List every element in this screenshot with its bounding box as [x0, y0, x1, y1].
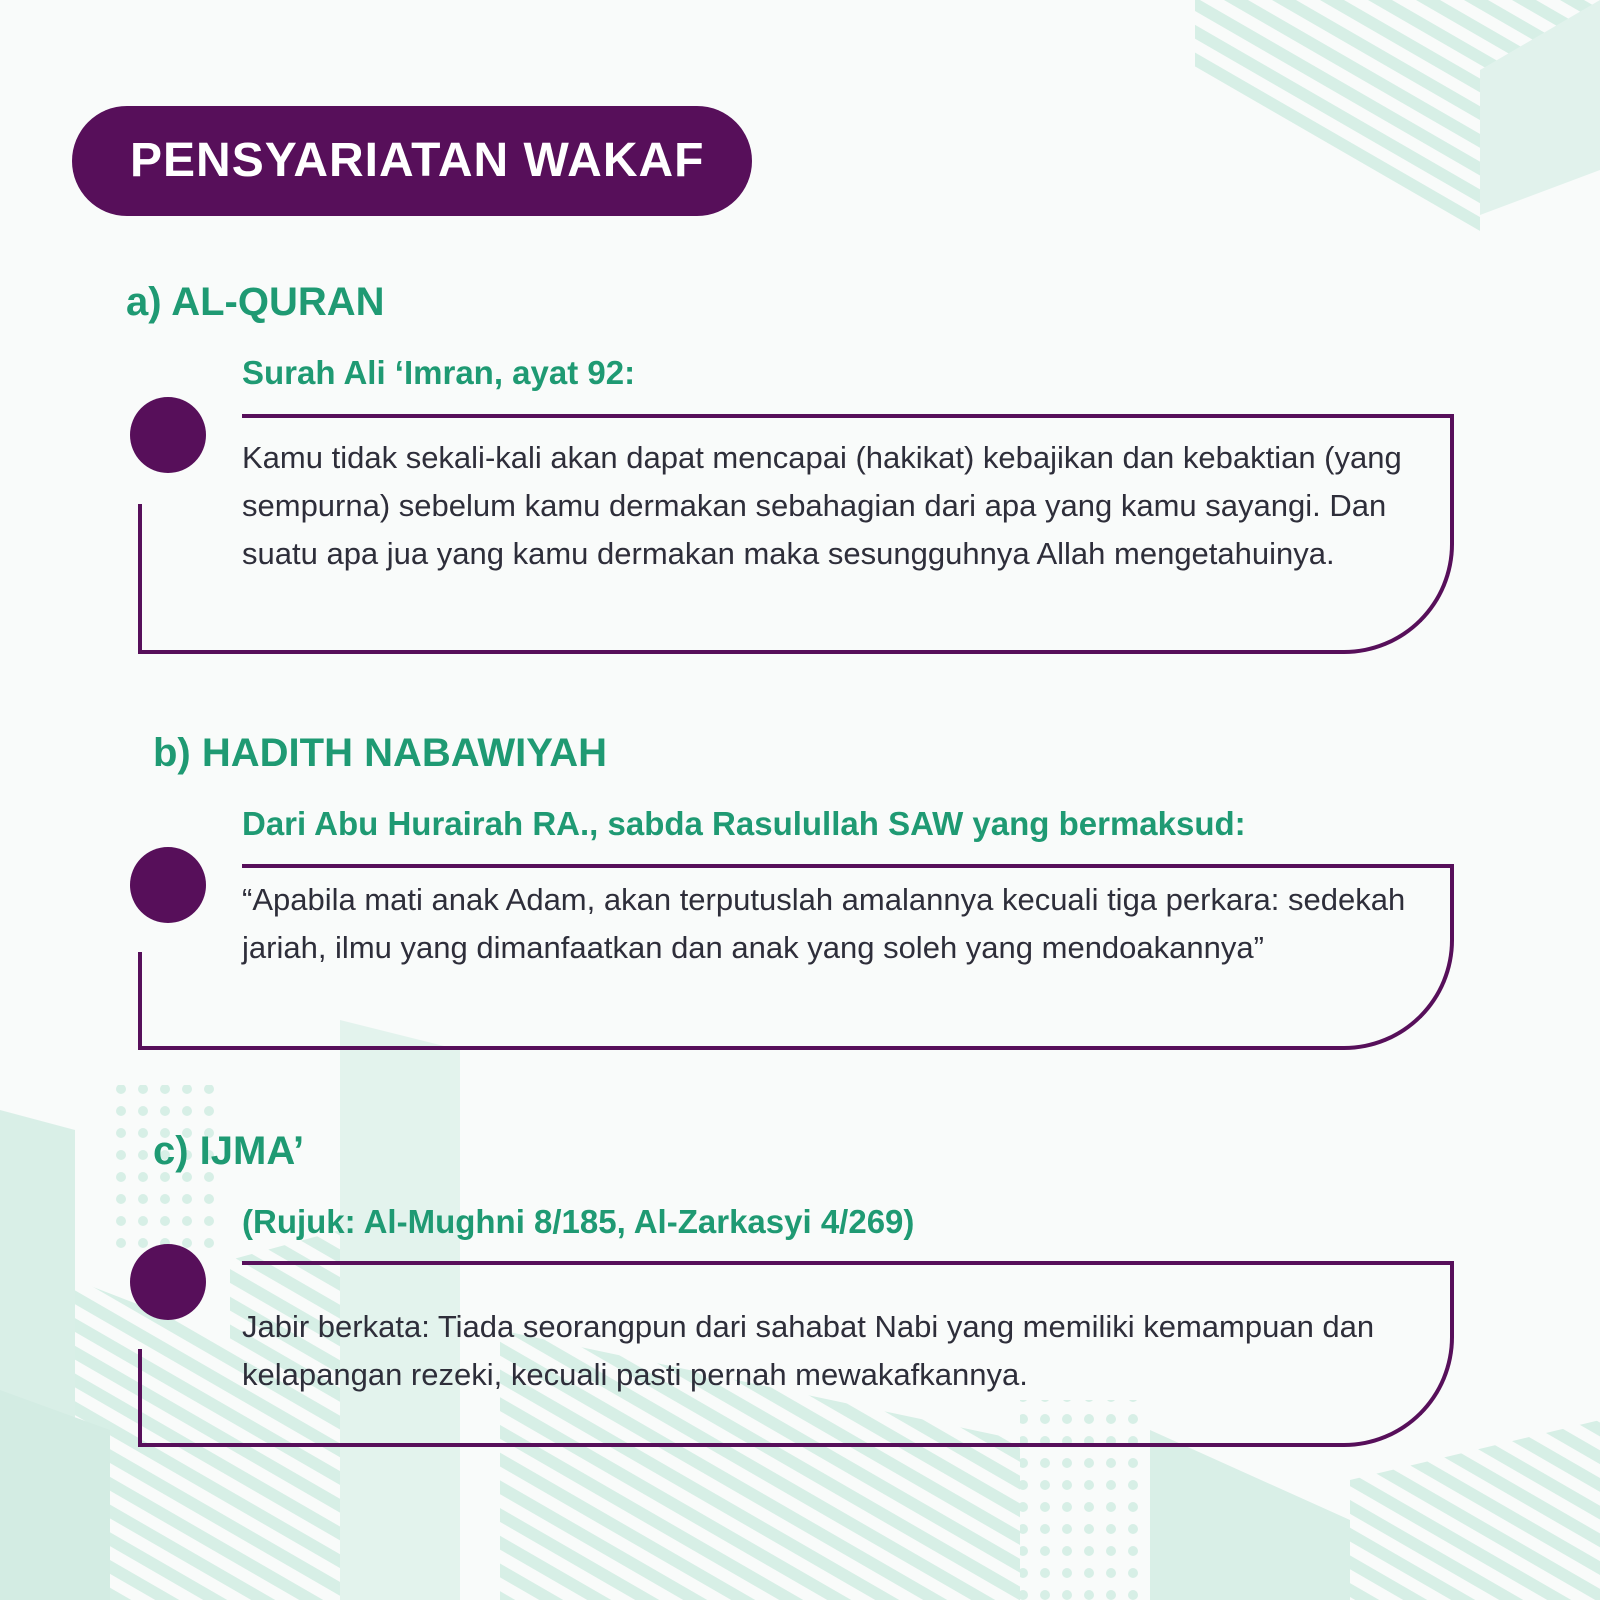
box-left-border [138, 1349, 142, 1447]
quote-box-ijma [138, 1261, 1454, 1447]
top-right-cube-decoration [1195, 0, 1600, 240]
box-left-border [138, 952, 142, 1050]
box-left-border [138, 504, 142, 654]
box-top-border [242, 414, 1454, 418]
quote-box-hadith [138, 864, 1454, 1050]
section-subheading-rujuk: (Rujuk: Al-Mughni 8/185, Al-Zarkasyi 4/269) [242, 1203, 915, 1240]
quote-text-hadith: “Apabila mati anak Adam, akan terputuslah amalannya kecuali tiga perkara: sedekah jariah, ilmu yang dimanfaatkan dan anak yang soleh yang mendoakannya” [242, 882, 1406, 965]
section-heading-ijma: c) IJMA’ [153, 1129, 305, 1173]
page-title: PENSYARIATAN WAKAF [130, 134, 705, 187]
box-top-border [242, 864, 1454, 868]
quote-box-al-quran [138, 414, 1454, 654]
box-top-border [242, 1261, 1454, 1265]
section-heading-hadith: b) HADITH NABAWIYAH [153, 731, 608, 775]
section-subheading-surah: Surah Ali ‘Imran, ayat 92: [242, 354, 636, 391]
section-subheading-hadith: Dari Abu Hurairah RA., sabda Rasulullah SAW yang bermaksud: [242, 805, 1246, 842]
section-heading-al-quran: a) AL-QURAN [126, 280, 385, 324]
quote-text-al-quran: Kamu tidak sekali-kali akan dapat mencapai (hakikat) kebajikan dan kebaktian (yang sempurna) sebelum kamu dermakan sebahagian dari apa yang kamu sayangi. Dan suatu apa jua yang kamu dermakan maka sesungguhnya Allah mengetahuinya. [242, 440, 1402, 571]
quote-text-ijma: Jabir berkata: Tiada seorangpun dari sahabat Nabi yang memiliki kemampuan dan kelapangan rezeki, kecuali pasti pernah mewakafkannya. [242, 1309, 1375, 1392]
title-banner [72, 106, 752, 216]
